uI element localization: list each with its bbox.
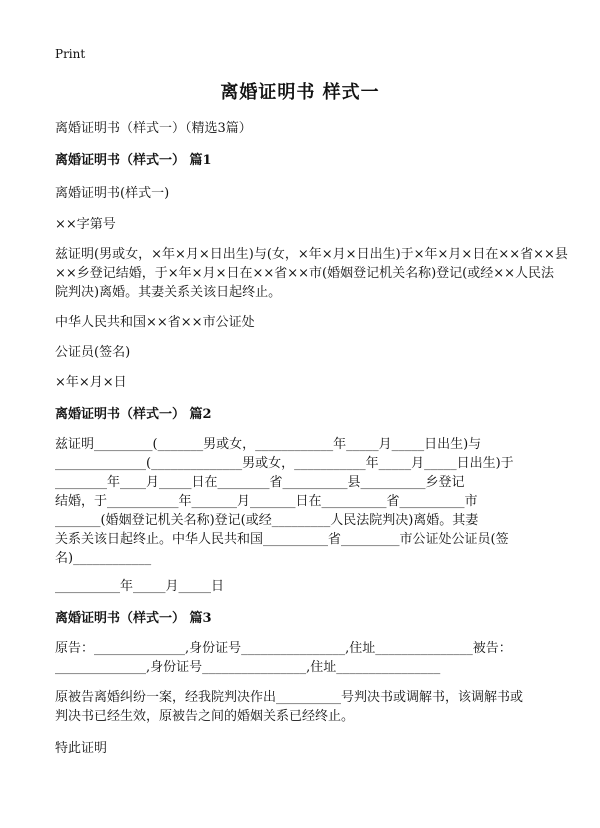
- section2-line: ______________(______________男或女，___________年_____月_____日出生)于: [55, 456, 514, 471]
- subtitle: 离婚证明书（样式一）（精选3篇）: [55, 121, 252, 136]
- section3-heading: 离婚证明书（样式一） 篇3: [55, 611, 212, 626]
- section2-line: 名)____________: [55, 551, 152, 566]
- section1-doc-name: 离婚证明书(样式一): [55, 186, 170, 201]
- section2-line: 关系关该日起终止。中华人民共和国__________省_________市公证处公证员(签: [55, 532, 509, 547]
- section1-notary: 公证员(签名): [55, 345, 131, 360]
- section3-line: 原告：______________,身份证号________________,住址_______________被告：: [55, 641, 512, 656]
- section1-heading: 离婚证明书（样式一） 篇1: [55, 153, 212, 168]
- section1-office: 中华人民共和国××省××市公证处: [55, 315, 255, 330]
- section1-body-line: ××乡登记结婚，于×年×月×日在××省××市(婚姻登记机关名称)登记(或经××人民法: [55, 266, 555, 281]
- section1-body-line: 兹证明(男或女，×年×月×日出生)与(女，×年×月×日出生)于×年×月×日在××省××县: [55, 247, 568, 262]
- section2-line: 结婚，于___________年_______月_______日在__________省__________市: [55, 494, 478, 509]
- section2-line: _______(婚姻登记机关名称)登记(或经_________人民法院判决)离婚。其妻: [55, 513, 479, 528]
- page-title: 离婚证明书 样式一: [220, 82, 380, 103]
- section1-date: ×年×月×日: [55, 375, 127, 390]
- section3-body-line: 原被告离婚纠纷一案，经我院判决作出__________号判决书或调解书，该调解书或: [55, 690, 524, 705]
- section2-heading: 离婚证明书（样式一） 篇2: [55, 407, 212, 422]
- section3-closing: 特此证明: [55, 741, 108, 756]
- section2-date-line: __________年_____月_____日: [55, 579, 225, 594]
- print-label[interactable]: Print: [55, 47, 86, 61]
- section1-number: ××字第号: [55, 217, 116, 232]
- section2-line: ________年____月_____日在________省__________县__________乡登记: [55, 475, 465, 490]
- section1-body-line: 院判决)离婚。其妻关系关该日起终止。: [55, 285, 282, 300]
- section3-line: ______________,身份证号________________,住址________________: [55, 660, 441, 675]
- section3-body-line: 判决书已经生效，原被告之间的婚姻关系已经终止。: [55, 709, 355, 724]
- section2-line: 兹证明_________(_______男或女，____________年_____月_____日出生)与: [55, 437, 482, 452]
